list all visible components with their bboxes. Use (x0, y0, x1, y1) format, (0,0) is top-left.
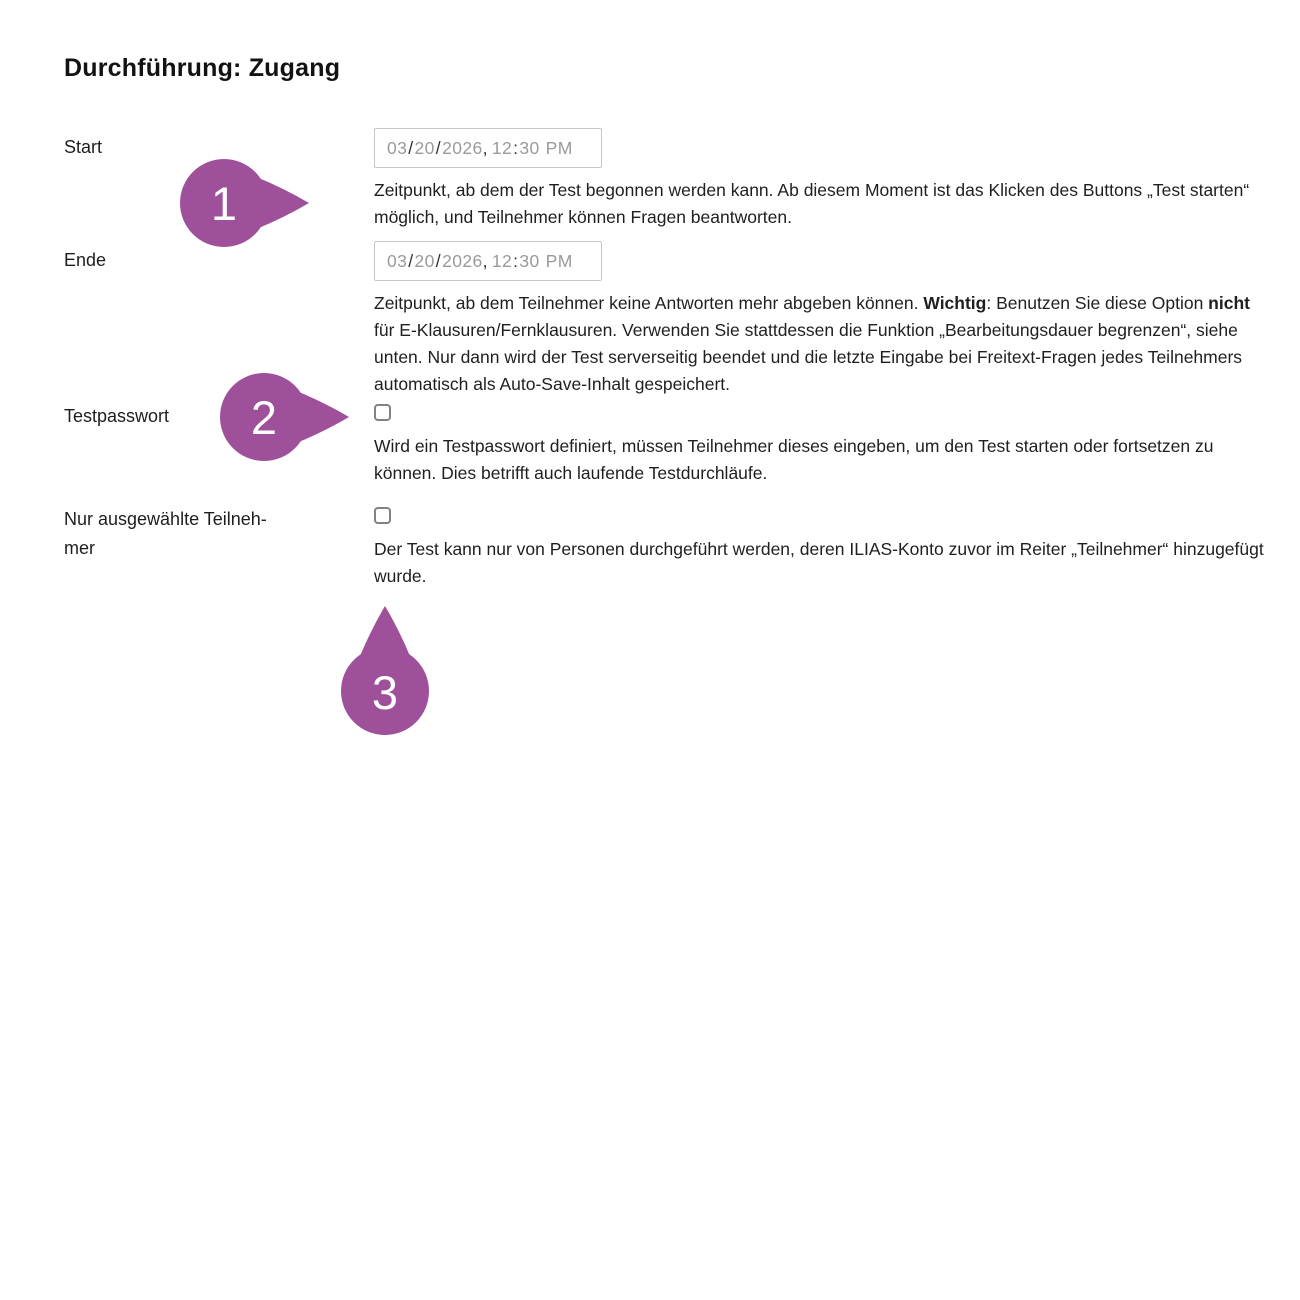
start-datetime-input[interactable] (374, 128, 602, 168)
ende-help-bold-nicht: nicht (1208, 293, 1250, 313)
ende-help-text (374, 290, 1264, 398)
form-row-nur-ausgewaehlte-teilnehmer (64, 505, 1264, 590)
date-separator: , (482, 137, 488, 158)
start-minute-value: 30 (519, 137, 540, 158)
start-hour-value: 12 (491, 137, 513, 158)
page-title: Durchführung: Zugang (64, 54, 341, 82)
ende-hour-value: 12 (491, 250, 513, 271)
testpasswort-checkbox[interactable] (374, 404, 391, 421)
ende-help-segment: : Benutzen Sie diese Option (986, 293, 1209, 313)
nur-ausgewaehlte-teilnehmer-label: Nur ausgewählte Teilnehmer (64, 509, 267, 558)
ende-datetime-input[interactable] (374, 241, 602, 281)
annotation-number: 3 (371, 665, 399, 719)
ende-help-bold-wichtig: Wichtig (923, 293, 987, 313)
start-label: Start (64, 137, 103, 157)
nur-ausgewaehlte-teilnehmer-help-text: Der Test kann nur von Personen durchgeführt werden, deren ILIAS-Konto zuvor im Reiter „Teilnehmer“ hinzugefügt wurde. (374, 539, 1264, 586)
ende-minute-value: 30 (519, 250, 540, 271)
testpasswort-help-text: Wird ein Testpasswort definiert, müssen Teilnehmer dieses eingeben, um den Test starten oder fortsetzen zu können. Dies betrifft auch laufende Testdurchläufe. (374, 436, 1214, 483)
nur-ausgewaehlte-teilnehmer-checkbox[interactable] (374, 507, 391, 524)
annotation-number: 1 (210, 176, 238, 230)
testpasswort-label: Testpasswort (64, 406, 170, 426)
date-separator: , (482, 250, 488, 271)
ende-day-value: 20 (414, 250, 435, 271)
ende-help-segment: für E-Klausuren/Fernklausuren. Verwenden Sie stattdessen die Funktion „Bearbeitungsdauer begrenzen“, siehe unten. Nur dann wird der Test serverseitig beendet und die letzte Eingabe bei Freitext-Fragen jedes Teilnehmers automatisch als Auto-Save-Inhalt gespeichert. (374, 320, 1243, 394)
annotation-marker-1 (179, 158, 311, 248)
ende-month-value: 03 (387, 250, 408, 271)
start-year-value: 2026 (442, 137, 483, 158)
annotation-marker-2 (219, 372, 351, 462)
start-help-text: Zeitpunkt, ab dem der Test begonnen werden kann. Ab diesem Moment ist das Klicken des Buttons „Test starten“ möglich, und Teilnehmer können Fragen beantworten. (374, 180, 1250, 227)
start-meridiem-value: PM (545, 137, 573, 158)
time-separator: : (513, 137, 519, 158)
date-separator: / (435, 250, 442, 271)
ende-year-value: 2026 (442, 250, 483, 271)
ende-label: Ende (64, 250, 107, 270)
start-day-value: 20 (414, 137, 435, 158)
nur-ausgewaehlte-teilnehmer-content (374, 505, 1264, 590)
testpasswort-content (374, 402, 1264, 487)
ende-meridiem-value: PM (545, 250, 573, 271)
annotation-marker-3 (340, 604, 430, 736)
ende-content (374, 241, 1264, 398)
ende-help-segment: Zeitpunkt, ab dem Teilnehmer keine Antworten mehr abgeben können. (374, 293, 924, 313)
annotation-number: 2 (250, 390, 278, 444)
date-separator: / (408, 137, 414, 158)
time-separator: : (513, 250, 519, 271)
start-month-value: 03 (387, 137, 408, 158)
date-separator: / (408, 250, 414, 271)
start-content (374, 128, 1264, 231)
date-separator: / (435, 137, 442, 158)
